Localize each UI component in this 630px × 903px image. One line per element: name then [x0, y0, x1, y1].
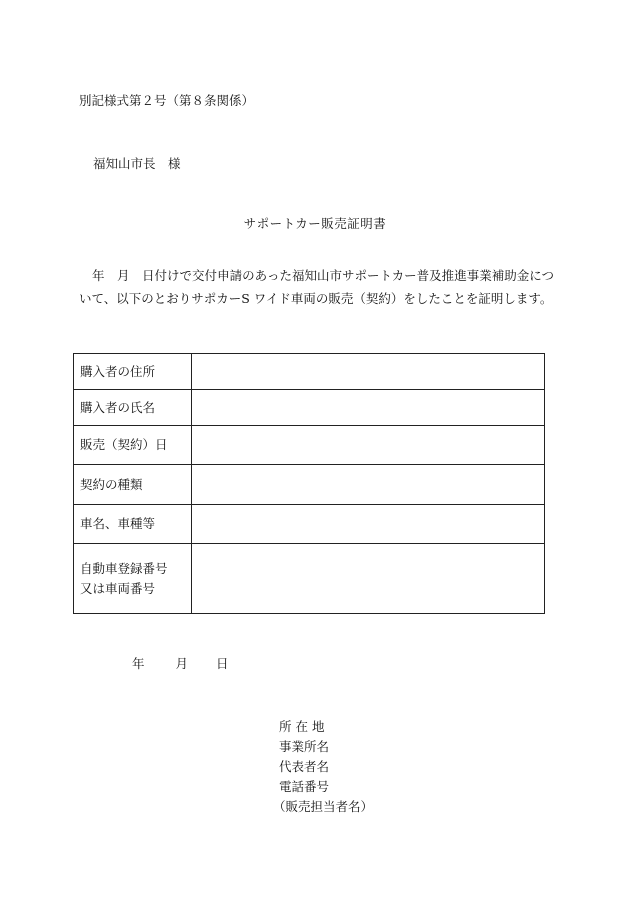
label-line: 契約の種類	[80, 476, 143, 492]
issuer-phone: 電話番号	[279, 779, 330, 794]
field-sale-date[interactable]	[192, 426, 545, 465]
row-label-contract-type	[74, 465, 192, 505]
label-line: 又は車両番号	[80, 580, 156, 596]
field-buyer-address[interactable]	[192, 354, 545, 390]
label-line: 車名、車種等	[80, 516, 156, 531]
label-line: 購入者の住所	[80, 363, 156, 379]
table-row-buyer-name	[74, 390, 545, 426]
row-label-sale-date	[74, 426, 192, 465]
table-row-registration-number	[74, 544, 545, 614]
row-label-registration-number	[74, 544, 192, 614]
addressee: 福知山市長 様	[93, 156, 181, 171]
date-year: 年	[132, 656, 145, 671]
field-vehicle-model[interactable]	[192, 505, 545, 544]
label-line: 自動車登録番号	[80, 560, 168, 576]
table-row-sale-date	[74, 426, 545, 465]
issuer-block	[273, 717, 374, 817]
label-line: 販売（契約）日	[80, 437, 168, 452]
table-row-vehicle-model	[74, 505, 545, 544]
certificate-table	[73, 353, 545, 614]
date-day: 日	[216, 656, 229, 671]
issuer-location: 所 在 地	[279, 719, 325, 734]
certification-statement: 年 月 日付けで交付申請のあった福知山市サポートカー普及推進事業補助金について、以下のとおりサポカーS ワイド車両の販売（契約）をしたことを証明します。	[79, 268, 554, 306]
table-row-buyer-address	[74, 354, 545, 390]
label-line: 購入者の氏名	[80, 399, 156, 415]
field-buyer-name[interactable]	[192, 390, 545, 426]
field-registration-number[interactable]	[192, 544, 545, 614]
document-title: サポートカー販売証明書	[243, 216, 387, 231]
issuer-sales-contact: （販売担当者名）	[273, 799, 374, 814]
row-label-buyer-address	[74, 354, 192, 390]
form-number: 別記様式第２号（第８条関係）	[79, 93, 255, 108]
issuer-representative: 代表者名	[279, 759, 330, 774]
row-label-vehicle-model	[74, 505, 192, 544]
issue-date	[132, 658, 229, 671]
row-label-buyer-name	[74, 390, 192, 426]
issuer-business-name: 事業所名	[279, 739, 330, 754]
date-month: 月	[175, 656, 189, 671]
table-row-contract-type	[74, 465, 545, 505]
field-contract-type[interactable]	[192, 465, 545, 505]
